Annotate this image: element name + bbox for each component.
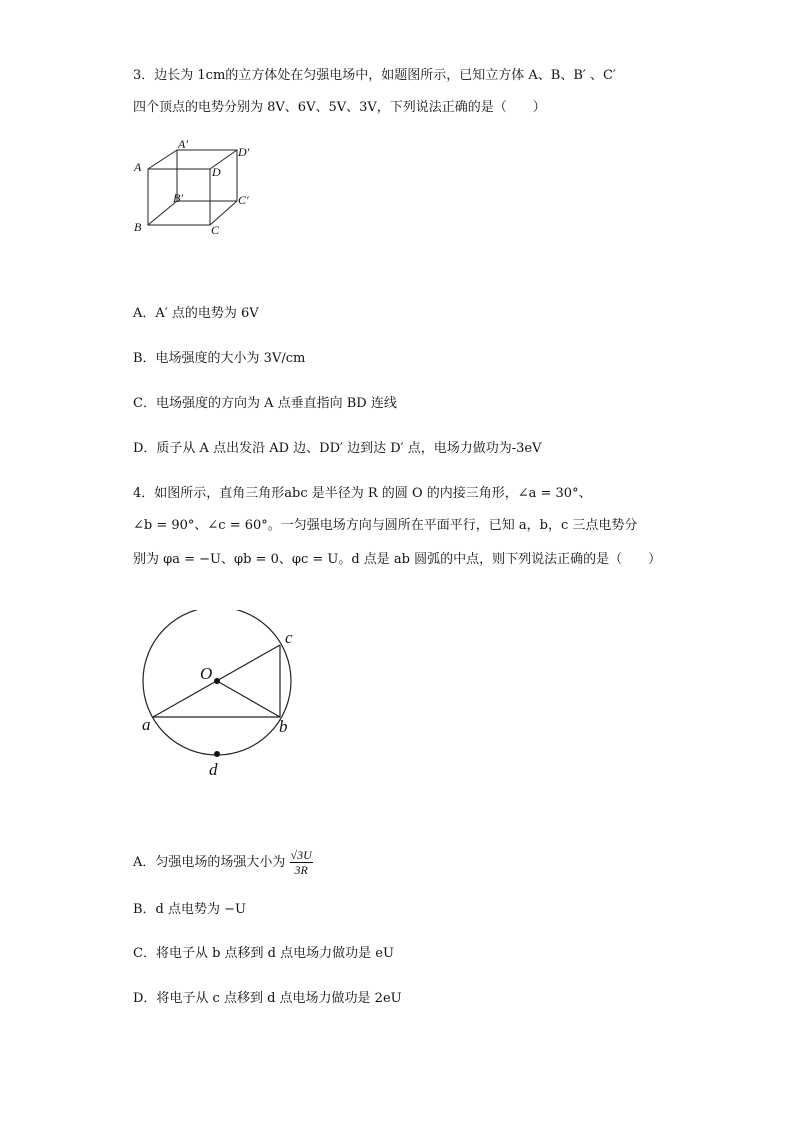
q4-option-a-text: A．匀强电场的场强大小为 <box>133 855 286 870</box>
fraction-numerator: √3U <box>290 848 312 862</box>
label-D-prime: D′ <box>238 145 250 159</box>
q3-option-a: A．A′ 点的电势为 6V <box>133 306 259 321</box>
q3-stem-line2: 四个顶点的电势分别为 8V、6V、5V、3V，下列说法正确的是（ ） <box>133 100 546 115</box>
q4-option-d: D．将电子从 c 点移到 d 点电场力做功是 2eU <box>133 991 402 1006</box>
label-A-prime: A′ <box>178 137 188 151</box>
q3-stem-line1: 3．边长为 1cm的立方体处在匀强电场中，如题图所示，已知立方体 A、B、B′ 、C′ <box>133 68 616 83</box>
label-B-prime: B′ <box>173 191 183 205</box>
fraction-denominator: 3R <box>294 863 308 877</box>
label-B: B <box>134 220 142 234</box>
q3-option-c: C．电场强度的方向为 A 点垂直指向 BD 连线 <box>133 396 397 411</box>
q4-stem-line2: ∠b = 90°、∠c = 60°。一匀强电场方向与圆所在平面平行，已知 a，b，c 三点电势分 <box>133 518 638 533</box>
label-O: O <box>200 664 213 683</box>
edge-AA <box>148 150 177 169</box>
label-D: D <box>212 165 221 179</box>
q4-option-a <box>133 848 313 878</box>
label-C: C <box>211 223 220 237</box>
q4-stem-line1: 4．如图所示，直角三角形abc 是半径为 R 的圆 O 的内接三角形，∠a = 30°、 <box>133 486 592 501</box>
cube-figure <box>128 136 268 238</box>
fraction-sqrt3U-over-3R <box>290 848 313 877</box>
edge-CC <box>210 201 237 225</box>
q4-option-c: C．将电子从 b 点移到 d 点电场力做功是 eU <box>133 946 394 961</box>
label-C-prime: C′ <box>238 193 249 207</box>
circle-figure <box>130 610 310 780</box>
label-d: d <box>209 760 218 779</box>
label-A: A <box>134 160 142 174</box>
label-a: a <box>142 715 151 734</box>
label-b: b <box>279 717 288 736</box>
segment-Ob <box>217 681 280 717</box>
point-O <box>214 678 220 684</box>
q4-option-b: B．d 点电势为 −U <box>133 902 246 917</box>
label-c: c <box>285 628 293 647</box>
point-d <box>214 751 220 757</box>
q4-stem-line3: 别为 φa = −U、φb = 0、φc = U。d 点是 ab 圆弧的中点，则下列说法正确的是（ ） <box>133 552 662 567</box>
q3-option-d: D．质子从 A 点出发沿 AD 边、DD′ 边到达 D′ 点，电场力做功为-3eV <box>133 441 542 456</box>
cube-back-face <box>177 150 237 201</box>
q3-option-b: B．电场强度的大小为 3V/cm <box>133 351 306 366</box>
